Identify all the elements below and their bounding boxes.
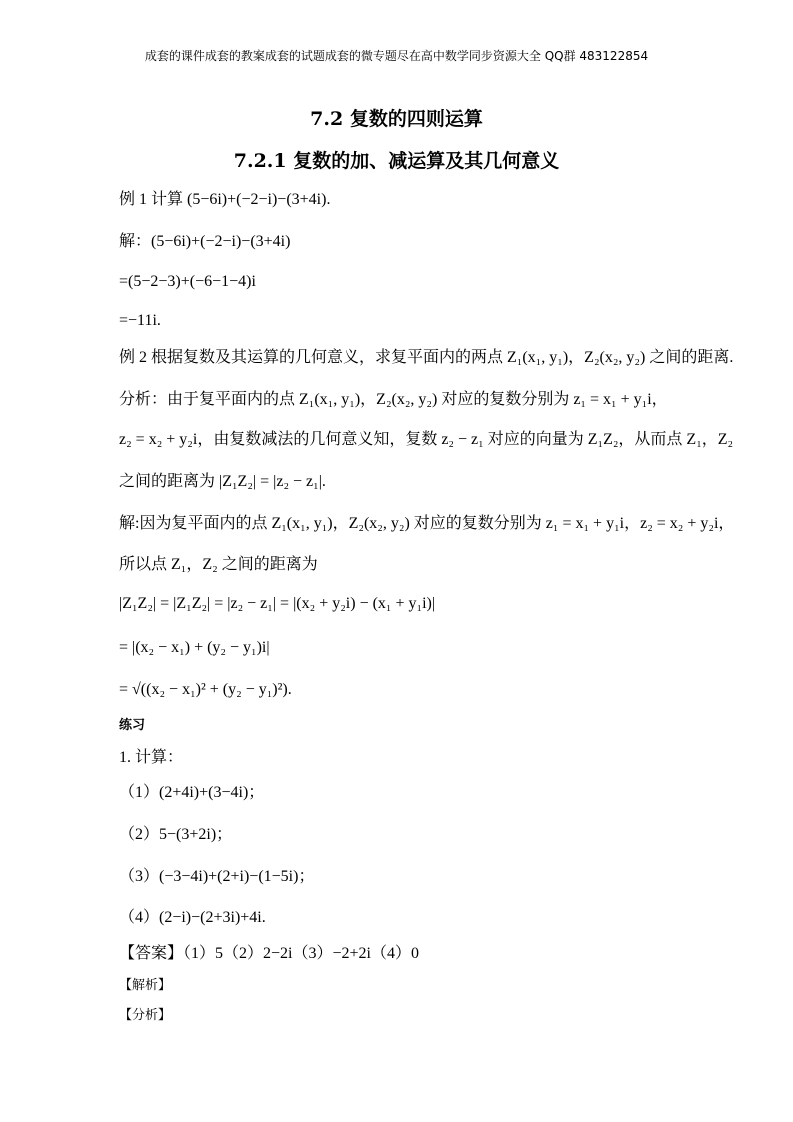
exercise-1-part-1: （1）(2+4i)+(3−4i)； (119, 784, 265, 801)
page-header: 成套的课件成套的教案成套的试题成套的微专题尽在高中数学同步资源大全 QQ群 483122854 (144, 49, 649, 63)
example-2-analysis-line-1: 分析：由于复平面内的点 Z₁(x₁, y₁)，Z₂(x₂, y₂) 对应的复数分别为 z₁ = x₁ + y₁i， (119, 391, 668, 408)
exercise-1-prompt: 1. 计算： (119, 749, 184, 766)
example-1-solution-step-1: 解：(5−6i)+(−2−i)−(3+4i) (119, 233, 291, 250)
section-title: 7.2 复数的四则运算 (310, 108, 483, 130)
practice-heading: 练习 (119, 718, 146, 733)
exercise-1-part-4: （4）(2−i)−(2+3i)+4i. (119, 909, 266, 926)
analysis-label: 【分析】 (119, 1008, 172, 1023)
example-2-analysis-line-3: 之间的距离为 |Z₁Z₂| = |z₂ − z₁|. (119, 473, 326, 490)
exercise-1-part-2: （2）5−(3+2i)； (119, 826, 233, 843)
explanation-label: 【解析】 (119, 978, 172, 993)
example-2-distance-step-2: = |(x₂ − x₁) + (y₂ − y₁)i| (119, 639, 270, 656)
example-2-analysis-line-2: z₂ = x₂ + y₂i，由复数减法的几何意义知，复数 z₂ − z₁ 对应的向量为 Z₁Z₂，从而点 Z₁，Z₂ (119, 431, 734, 448)
example-1-solution-result: =−11i. (119, 312, 161, 329)
exercise-1-part-3: （3）(−3−4i)+(2+i)−(1−5i)； (119, 868, 315, 885)
answer-line: 【答案】（1）5（2）2−2i（3）−2+2i（4）0 (119, 945, 419, 962)
example-2-question: 例 2 根据复数及其运算的几何意义，求复平面内的两点 Z₁(x₁, y₁)，Z₂(x₂, y₂) 之间的距离. (119, 349, 734, 366)
example-2-solution-line-1: 解:因为复平面内的点 Z₁(x₁, y₁)，Z₂(x₂, y₂) 对应的复数分别为 z₁ = x₁ + y₁i，z₂ = x₂ + y₂i， (119, 515, 735, 532)
example-1-solution-step-2: =(5−2−3)+(−6−1−4)i (119, 273, 256, 290)
example-1-question: 例 1 计算 (5−6i)+(−2−i)−(3+4i). (119, 191, 331, 208)
example-2-solution-line-2: 所以点 Z₁，Z₂ 之间的距离为 (119, 556, 318, 573)
subsection-title: 7.2.1 复数的加、减运算及其几何意义 (233, 150, 560, 172)
example-2-distance-result: = √((x₂ − x₁)² + (y₂ − y₁)²). (119, 681, 292, 698)
example-2-distance-step-1: |Z₁Z₂| = |Z₁Z₂| = |z₂ − z₁| = |(x₂ + y₂i) − (x₁ + y₁i)| (119, 595, 436, 612)
